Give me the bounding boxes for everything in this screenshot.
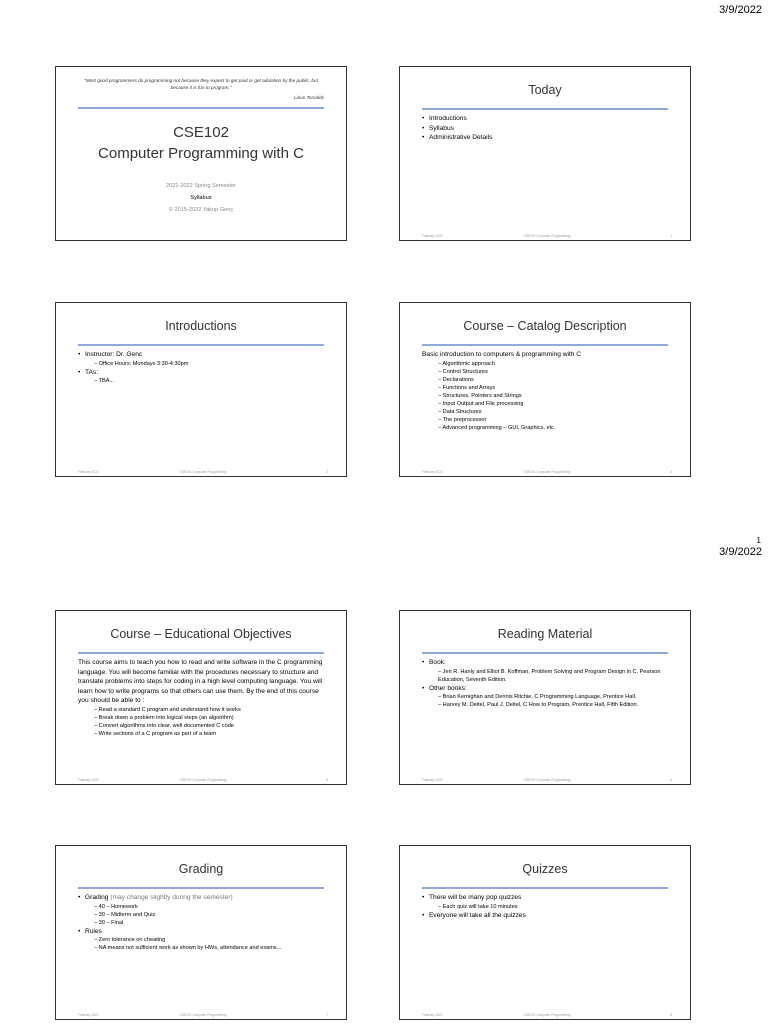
handout-date-top: 3/9/2022 bbox=[719, 4, 762, 16]
footer-course: CSE102 Computer Programming bbox=[523, 234, 571, 238]
title-divider bbox=[78, 344, 324, 346]
list-item: • TAs: bbox=[78, 368, 328, 378]
sub-item: – NA means not sufficient work as shown by HWs, attendance and exams... bbox=[94, 945, 282, 951]
sub-item: – TBA... bbox=[94, 378, 115, 384]
slide-today bbox=[399, 66, 691, 241]
course-code: CSE102 bbox=[173, 124, 229, 141]
sub-item: – Structures, Pointers and Strings bbox=[438, 392, 522, 399]
sub-item: – Break down a problem into logical steps (an algorithm) bbox=[94, 714, 234, 721]
grading-note: (may change slightly during the semester) bbox=[110, 894, 233, 901]
quote-author: - Linus Torvalds bbox=[291, 95, 324, 100]
course-heading bbox=[56, 122, 346, 164]
sub-item: – Control Structures bbox=[438, 368, 488, 375]
footer-course: CSE102 Computer Programming bbox=[523, 470, 571, 474]
sub-item: – Algorithmic approach bbox=[438, 360, 495, 367]
sub-item: – Declarations bbox=[438, 376, 474, 383]
slide-quizzes bbox=[399, 845, 691, 1020]
footer-page-number: 3 bbox=[326, 470, 328, 474]
slide-heading: Introductions bbox=[165, 319, 237, 333]
footer-page-number: 7 bbox=[326, 1013, 328, 1017]
footer-date: February 2022 bbox=[422, 778, 443, 782]
footer-date: February 2022 bbox=[422, 1013, 443, 1017]
sub-item: – Data Structures bbox=[438, 408, 482, 415]
list-item: • Administrative Details bbox=[422, 133, 672, 143]
sub-item: – 30 – Final bbox=[94, 919, 124, 926]
slide-content bbox=[422, 114, 672, 143]
footer-course: CSE102 Computer Programming bbox=[179, 470, 227, 474]
footer-page-number: 6 bbox=[670, 778, 672, 782]
grading-label: Grading bbox=[85, 894, 109, 901]
footer-page-number: 4 bbox=[670, 470, 672, 474]
sub-item: – Read a standard C program and understand how it works bbox=[94, 706, 241, 713]
slide-grading bbox=[55, 845, 347, 1020]
handout-date-middle: 3/9/2022 bbox=[719, 546, 762, 558]
semester: 2021-2022 Spring Semester bbox=[166, 183, 236, 189]
sub-item: – Input Output and File processing bbox=[438, 400, 524, 407]
footer-course: CSE102 Computer Programming bbox=[523, 778, 571, 782]
title-divider bbox=[422, 652, 668, 654]
page-mark: 1 bbox=[756, 536, 761, 545]
footer-date: February 2022 bbox=[78, 1013, 99, 1017]
course-title: Computer Programming with C bbox=[98, 145, 304, 162]
list-item: • Rules bbox=[78, 927, 328, 937]
slide-catalog-description bbox=[399, 302, 691, 477]
slide-content bbox=[422, 893, 672, 920]
footer-course: CSE102 Computer Programming bbox=[179, 1013, 227, 1017]
sub-item: – 30 – Midterm and Quiz bbox=[94, 911, 156, 918]
footer-date: February 2022 bbox=[78, 470, 99, 474]
sub-item: – Office Hours: Mondays 3:30-4:30pm bbox=[94, 360, 189, 367]
slide-reading-material bbox=[399, 610, 691, 785]
title-divider bbox=[78, 887, 324, 889]
sub-item: – Advanced programming – GUI, Graphics, etc. bbox=[438, 424, 556, 431]
footer-course: CSE102 Computer Programming bbox=[523, 1013, 571, 1017]
slide-content bbox=[422, 658, 672, 709]
list-item: • Book: bbox=[422, 658, 672, 668]
list-item: • There will be many pop quizzes bbox=[422, 893, 672, 903]
slide-subtitle: Syllabus bbox=[190, 195, 212, 201]
slide-content bbox=[78, 350, 328, 385]
list-item: • Instructor: Dr. Genc bbox=[78, 350, 328, 360]
title-divider bbox=[422, 108, 668, 110]
slide-title bbox=[55, 66, 347, 241]
slide-heading: Quizzes bbox=[522, 862, 568, 876]
footer-page-number: 8 bbox=[670, 1013, 672, 1017]
copyright: © 2015-2022 Yakup Genç bbox=[168, 207, 234, 213]
objectives-paragraph: This course aims to teach you how to read and write software in the C programming language. You will become familiar with the procedures necessary to structure and translate problems into steps for coding in a high level computing language. You will learn how to write programs so that others can use them. By the end of this course you should be able to : bbox=[78, 659, 323, 704]
sub-item: – 40 – Homework bbox=[94, 903, 138, 910]
slide-educational-objectives bbox=[55, 610, 347, 785]
footer-date: February 2022 bbox=[422, 234, 443, 238]
slide-heading: Grading bbox=[178, 862, 224, 876]
sub-item: – Each quiz will take 10 minutes bbox=[438, 903, 518, 910]
sub-item: – Jeri R. Hanly and Elliot B. Koffman, Problem Solving and Program Design in C, Pearson Education, Seventh Edition. bbox=[438, 668, 661, 683]
title-divider bbox=[78, 652, 324, 654]
slide-content bbox=[78, 658, 328, 738]
slide-quote: "Most good programmers do programming not because they expect to get paid or get adulation by the public, but because it is fun to program." bbox=[84, 78, 318, 90]
list-item: • Syllabus bbox=[422, 124, 672, 134]
footer-date: February 2022 bbox=[422, 470, 443, 474]
slide-heading: Today bbox=[528, 83, 562, 97]
list-item: • Other books: bbox=[422, 684, 672, 694]
title-divider bbox=[422, 887, 668, 889]
sub-item: – Write sections of a C program as part of a team bbox=[94, 730, 217, 737]
footer-course: CSE102 Computer Programming bbox=[179, 778, 227, 782]
footer-page-number: 2 bbox=[670, 234, 672, 238]
slide-content bbox=[422, 350, 672, 432]
sub-item: – Convert algorithms into clear, well documented C code bbox=[94, 722, 234, 729]
slide-introductions bbox=[55, 302, 347, 477]
sub-item: – The preprocessor bbox=[438, 416, 487, 423]
slide-content bbox=[78, 893, 328, 952]
slide-heading: Course – Catalog Description bbox=[463, 319, 627, 333]
title-divider bbox=[422, 344, 668, 346]
slide-heading: Course – Educational Objectives bbox=[110, 627, 292, 641]
slide-heading: Reading Material bbox=[497, 627, 593, 641]
footer-date: February 2022 bbox=[78, 778, 99, 782]
sub-item: – Functions and Arrays bbox=[438, 384, 496, 391]
sub-item: – Harvey M. Deitel, Paul J. Deitel, C How to Program, Prentice Hall, Fifth Edition. bbox=[438, 702, 639, 708]
sub-item: – Brian Kernighan and Dennis Ritchie, C Programming Language, Prentice Hall. bbox=[438, 694, 637, 700]
list-item: • Introductions bbox=[422, 114, 672, 124]
sub-item: – Zero tolerance on cheating bbox=[94, 937, 166, 943]
list-item bbox=[78, 893, 328, 903]
intro-text: Basic introduction to computers & programming with C bbox=[422, 351, 582, 358]
title-divider bbox=[78, 107, 324, 109]
list-item: • Everyone will take all the quizzes bbox=[422, 911, 672, 921]
footer-page-number: 5 bbox=[326, 778, 328, 782]
